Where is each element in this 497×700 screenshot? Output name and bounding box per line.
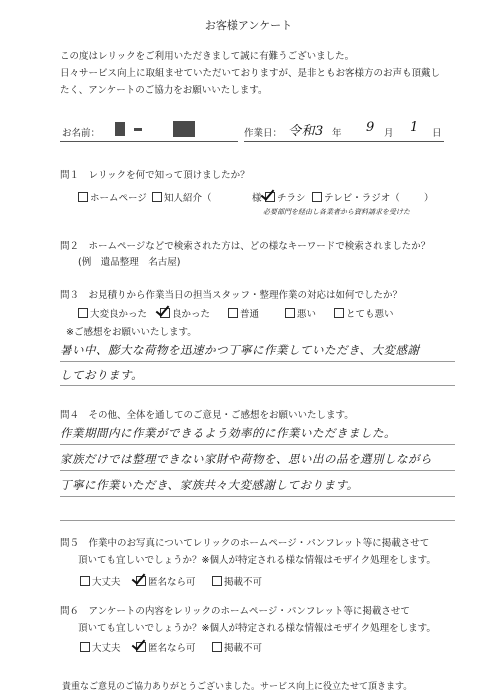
q6-option-ok[interactable]: 大丈夫 xyxy=(80,640,121,654)
redacted-name-dash xyxy=(134,128,142,131)
checkbox[interactable] xyxy=(78,192,88,202)
checkbox-checked[interactable] xyxy=(160,308,170,318)
checkbox[interactable] xyxy=(285,308,295,318)
q3-option-very-bad[interactable]: とても悪い xyxy=(334,306,394,320)
month-value: 9 xyxy=(366,120,375,135)
checkbox[interactable] xyxy=(212,642,222,652)
q3-label: 問３ お見積りから作業当日の担当スタッフ・整理作業の対応は如何でしたか？ xyxy=(60,290,403,301)
checkbox[interactable] xyxy=(78,308,88,318)
q4-answer-line-3: 丁寧に作業いただき、家族共々大変感謝しております。 xyxy=(60,478,359,492)
q3-answer-line-2: しております。 xyxy=(60,368,144,382)
q4-answer-line-1: 作業期間内に作業ができるよう効率的に作業いただきました。 xyxy=(60,426,396,440)
q3-answer-line-1: 暑い中、膨大な荷物を迅速かつ丁寧に作業していただき、大変感謝 xyxy=(60,343,420,357)
footer-thanks: 貴重なご意見のご協力ありがとうございました。サービス向上に役立たせて頂きます。 xyxy=(62,682,413,692)
q2-example: (例 遺品整理 名古屋) xyxy=(78,257,181,268)
day-unit: 日 xyxy=(432,128,442,139)
q2-label: 問２ ホームページなどで検索された方は、どの様なキーワードで検索されましたか？ xyxy=(60,241,431,252)
q6-option-no-publish[interactable]: 掲載不可 xyxy=(212,640,262,654)
name-underline xyxy=(60,141,238,142)
name-label: お名前： xyxy=(62,128,101,139)
intro-line-2: 日々サービス向上に取組ませていただいておりますが、是非ともお客様方のお声も頂戴し xyxy=(60,68,441,79)
q5-option-ok[interactable]: 大丈夫 xyxy=(80,574,121,588)
date-label: 作業日： xyxy=(244,128,283,139)
page-title: お客様アンケート xyxy=(204,19,293,32)
date-underline xyxy=(244,141,444,142)
intro-line-3: たく、アンケートのご協力をお願いいたします。 xyxy=(60,85,268,96)
q1-option-homepage[interactable]: ホームページ xyxy=(78,190,147,204)
q1-close-paren: ） xyxy=(424,193,434,204)
q5-label-line-2: 頂いても宜しいでしょうか？※個人が特定される様な情報はモザイク処理をします。 xyxy=(78,555,436,566)
q5-label: 問５ 作業中のお写真についてレリックのホームページ・パンフレット等に掲載させて xyxy=(60,538,430,549)
q6-label-line-2: 頂いても宜しいでしょうか？※個人が特定される様な情報はモザイク処理をします。 xyxy=(78,623,436,634)
checkbox[interactable] xyxy=(312,192,322,202)
checkbox[interactable] xyxy=(152,192,162,202)
checkbox-checked[interactable] xyxy=(265,192,275,202)
checkbox-checked[interactable] xyxy=(136,576,146,586)
checkbox-checked[interactable] xyxy=(136,642,146,652)
q3-option-very-good[interactable]: 大変良かった xyxy=(78,306,147,320)
q5-option-no-publish[interactable]: 掲載不可 xyxy=(212,574,262,588)
q4-answer-rule-1 xyxy=(60,444,455,445)
q3-option-normal[interactable]: 普通 xyxy=(228,306,259,320)
q4-label: 問４ その他、全体を通してのご意見・ご感想をお願いいたします。 xyxy=(60,410,354,421)
checkbox[interactable] xyxy=(80,576,90,586)
checkbox[interactable] xyxy=(212,576,222,586)
checkbox[interactable] xyxy=(228,308,238,318)
checkbox[interactable] xyxy=(80,642,90,652)
q3-option-good[interactable]: 良かった xyxy=(160,306,210,320)
q4-answer-rule-2 xyxy=(60,470,455,471)
q6-label: 問６ アンケートの内容をレリックのホームページ・パンフレット等に掲載させて xyxy=(60,606,410,617)
q3-option-bad[interactable]: 悪い xyxy=(285,306,316,320)
q4-answer-rule-4 xyxy=(60,520,455,521)
q3-answer-rule-1 xyxy=(60,361,455,362)
q1-label: 問１ レリックを何で知って頂けましたか？ xyxy=(60,170,250,181)
year-unit: 年 xyxy=(332,128,342,139)
q1-handwritten-note: 必要部門を経由し各業者から資料請求を受けた xyxy=(263,208,410,216)
q1-referral-suffix: 様 xyxy=(252,193,262,204)
q5-option-anonymous[interactable]: 匿名なら可 xyxy=(136,574,196,588)
q1-option-tv-radio[interactable]: テレビ・ラジオ（ xyxy=(312,190,400,204)
date-era: 令和3 xyxy=(288,124,324,139)
q1-option-flyer[interactable]: チラシ xyxy=(265,190,306,204)
q4-answer-line-2: 家族だけでは整理できない家財や荷物を、思い出の品を選別しながら xyxy=(60,452,432,466)
checkbox[interactable] xyxy=(334,308,344,318)
q6-option-anonymous[interactable]: 匿名なら可 xyxy=(136,640,196,654)
q3-request: ※ご感想をお願いいたします。 xyxy=(66,327,197,338)
q3-answer-rule-2 xyxy=(60,385,455,386)
day-value: 1 xyxy=(410,120,419,135)
q1-option-referral[interactable]: 知人紹介（ xyxy=(152,190,212,204)
intro-line-1: この度はレリックをご利用いただきまして誠に有難うございました。 xyxy=(60,51,355,62)
redacted-name-block-1 xyxy=(115,122,125,136)
q4-answer-rule-3 xyxy=(60,496,455,497)
month-unit: 月 xyxy=(384,128,394,139)
redacted-name-block-2 xyxy=(173,121,195,137)
